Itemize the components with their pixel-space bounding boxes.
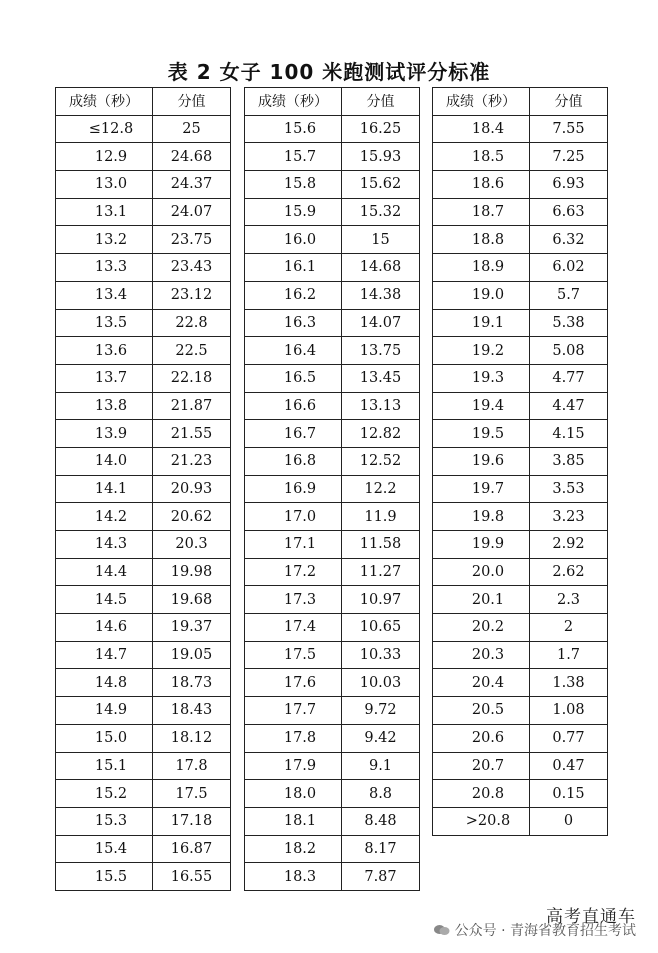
table-row [433,392,608,420]
time-cell: 18.0 [245,780,342,808]
table-row [56,558,231,586]
score-cell: 17.5 [153,780,231,808]
table-row [56,752,231,780]
time-cell: 18.4 [433,115,530,143]
score-cell: 6.63 [530,198,608,226]
time-cell: 16.3 [245,309,342,337]
score-cell: 2.3 [530,586,608,614]
header-row [245,88,420,116]
score-cell: 1.38 [530,669,608,697]
time-cell: 17.0 [245,503,342,531]
table-row [56,807,231,835]
score-cell: 10.03 [342,669,420,697]
score-cell: 1.7 [530,641,608,669]
time-cell: 14.2 [56,503,153,531]
score-cell: 17.8 [153,752,231,780]
time-cell: 16.8 [245,447,342,475]
time-cell: 19.5 [433,420,530,448]
score-cell: 10.65 [342,614,420,642]
score-cell: 2.92 [530,531,608,559]
score-cell: 15.93 [342,143,420,171]
table-row [245,226,420,254]
time-cell: 14.9 [56,697,153,725]
table-row [433,780,608,808]
score-cell: 18.43 [153,697,231,725]
time-cell: 18.5 [433,143,530,171]
score-cell: 2.62 [530,558,608,586]
score-cell: 0.47 [530,752,608,780]
time-cell: 20.1 [433,586,530,614]
table-row [433,586,608,614]
time-cell: 20.2 [433,614,530,642]
time-cell: 13.7 [56,364,153,392]
table-row [56,697,231,725]
score-cell: 19.37 [153,614,231,642]
table-row [245,143,420,171]
time-cell: 19.4 [433,392,530,420]
time-cell: 15.4 [56,835,153,863]
score-cell: 23.12 [153,281,231,309]
table-row [433,531,608,559]
time-cell: 17.4 [245,614,342,642]
score-cell: 18.12 [153,724,231,752]
score-cell: 5.7 [530,281,608,309]
table-row [245,254,420,282]
time-cell: 17.6 [245,669,342,697]
wechat-icon [433,924,451,936]
time-cell: 18.7 [433,198,530,226]
score-cell: 3.53 [530,475,608,503]
table-row [245,780,420,808]
score-cell: 0 [530,807,608,835]
table-row [245,198,420,226]
time-cell: 16.9 [245,475,342,503]
table-row [433,669,608,697]
time-cell: 20.5 [433,697,530,725]
time-cell: 15.1 [56,752,153,780]
header-row [56,88,231,116]
table-row [433,198,608,226]
score-cell: 8.48 [342,807,420,835]
table-title: 表 2 女子 100 米跑测试评分标准 [167,60,491,84]
table-row [433,254,608,282]
table-row [433,281,608,309]
table-row [245,309,420,337]
table-row [433,226,608,254]
score-cell: 19.98 [153,558,231,586]
table-row [433,641,608,669]
table-row [433,614,608,642]
table-row [56,226,231,254]
table-row [245,835,420,863]
table-row [56,364,231,392]
time-header: 成绩（秒） [245,88,342,116]
score-cell: 21.23 [153,447,231,475]
score-cell: 22.5 [153,337,231,365]
watermark-source [433,920,636,940]
time-cell: 14.1 [56,475,153,503]
score-cell: 12.2 [342,475,420,503]
table-row [56,531,231,559]
score-cell: 23.75 [153,226,231,254]
score-cell: 0.77 [530,724,608,752]
time-header: 成绩（秒） [433,88,530,116]
table-row [433,420,608,448]
table-row [433,558,608,586]
watermark-title: 高考直通车 [546,907,636,927]
table-row [245,807,420,835]
score-cell: 19.68 [153,586,231,614]
table-row [56,392,231,420]
score-cell: 9.42 [342,724,420,752]
table-row [433,337,608,365]
score-cell: 15 [342,226,420,254]
table-row [245,752,420,780]
time-cell: ≤12.8 [56,115,153,143]
time-cell: 18.8 [433,226,530,254]
time-cell: 14.7 [56,641,153,669]
time-cell: 19.8 [433,503,530,531]
time-cell: 20.7 [433,752,530,780]
table-row [245,447,420,475]
time-cell: 13.8 [56,392,153,420]
time-cell: 19.0 [433,281,530,309]
table-row [433,697,608,725]
table-row [56,254,231,282]
time-cell: 19.6 [433,447,530,475]
time-cell: 15.8 [245,171,342,199]
score-cell: 6.02 [530,254,608,282]
score-cell: 18.73 [153,669,231,697]
table-row [433,475,608,503]
score-cell: 6.93 [530,171,608,199]
table-row [56,198,231,226]
table-row [433,171,608,199]
table-row [245,281,420,309]
score-cell: 9.72 [342,697,420,725]
table-row [56,724,231,752]
time-cell: >20.8 [433,807,530,835]
time-cell: 17.1 [245,531,342,559]
table-row [433,447,608,475]
table-row [56,586,231,614]
score-cell: 14.38 [342,281,420,309]
score-header: 分值 [153,88,231,116]
time-cell: 18.3 [245,863,342,891]
time-cell: 15.5 [56,863,153,891]
score-cell: 7.55 [530,115,608,143]
time-cell: 15.0 [56,724,153,752]
time-cell: 15.7 [245,143,342,171]
score-table-2 [244,87,420,891]
time-cell: 13.3 [56,254,153,282]
table-row [56,863,231,891]
table-row [56,281,231,309]
table-row [245,724,420,752]
score-cell: 8.8 [342,780,420,808]
table-row [433,503,608,531]
time-cell: 13.4 [56,281,153,309]
time-cell: 17.5 [245,641,342,669]
score-cell: 24.68 [153,143,231,171]
score-cell: 20.93 [153,475,231,503]
score-cell: 11.9 [342,503,420,531]
score-cell: 21.87 [153,392,231,420]
table-row [56,835,231,863]
table-row [56,641,231,669]
time-cell: 15.9 [245,198,342,226]
table-row [56,503,231,531]
table-row [56,420,231,448]
score-header: 分值 [342,88,420,116]
score-cell: 12.52 [342,447,420,475]
time-cell: 16.4 [245,337,342,365]
score-cell: 4.47 [530,392,608,420]
score-cell: 25 [153,115,231,143]
table-row [245,697,420,725]
score-cell: 12.82 [342,420,420,448]
score-cell: 0.15 [530,780,608,808]
score-cell: 24.07 [153,198,231,226]
score-cell: 16.87 [153,835,231,863]
table-row [245,364,420,392]
time-cell: 20.4 [433,669,530,697]
time-cell: 17.9 [245,752,342,780]
score-cell: 20.62 [153,503,231,531]
table-row [245,669,420,697]
time-cell: 17.3 [245,586,342,614]
time-cell: 14.6 [56,614,153,642]
time-cell: 16.6 [245,392,342,420]
table-row [245,420,420,448]
table-row [433,309,608,337]
score-cell: 5.08 [530,337,608,365]
score-cell: 21.55 [153,420,231,448]
time-cell: 20.0 [433,558,530,586]
score-cell: 13.13 [342,392,420,420]
table-row [245,392,420,420]
score-cell: 8.17 [342,835,420,863]
table-row [56,309,231,337]
time-cell: 16.0 [245,226,342,254]
score-cell: 22.8 [153,309,231,337]
time-cell: 19.7 [433,475,530,503]
table-row [56,143,231,171]
time-cell: 20.3 [433,641,530,669]
time-cell: 13.0 [56,171,153,199]
score-cell: 4.77 [530,364,608,392]
time-cell: 14.5 [56,586,153,614]
time-cell: 15.6 [245,115,342,143]
table-row [433,724,608,752]
score-cell: 13.75 [342,337,420,365]
score-cell: 17.18 [153,807,231,835]
time-cell: 13.6 [56,337,153,365]
time-cell: 16.2 [245,281,342,309]
time-cell: 19.9 [433,531,530,559]
table-row [56,475,231,503]
time-cell: 14.4 [56,558,153,586]
time-cell: 20.6 [433,724,530,752]
time-cell: 18.6 [433,171,530,199]
score-cell: 10.33 [342,641,420,669]
score-cell: 14.68 [342,254,420,282]
time-cell: 16.1 [245,254,342,282]
score-cell: 3.23 [530,503,608,531]
table-row [245,614,420,642]
score-table-3 [432,87,608,836]
table-row [245,558,420,586]
time-cell: 19.2 [433,337,530,365]
score-cell: 1.08 [530,697,608,725]
table-row [433,115,608,143]
time-cell: 17.8 [245,724,342,752]
score-cell: 7.87 [342,863,420,891]
time-cell: 13.9 [56,420,153,448]
table-row [56,669,231,697]
score-cell: 3.85 [530,447,608,475]
table-row [433,143,608,171]
score-cell: 7.25 [530,143,608,171]
time-header: 成绩（秒） [56,88,153,116]
score-cell: 10.97 [342,586,420,614]
score-cell: 13.45 [342,364,420,392]
score-cell: 16.55 [153,863,231,891]
time-cell: 20.8 [433,780,530,808]
time-cell: 18.2 [245,835,342,863]
score-cell: 6.32 [530,226,608,254]
score-cell: 16.25 [342,115,420,143]
score-cell: 14.07 [342,309,420,337]
table-row [433,364,608,392]
table-row [245,531,420,559]
table-row [245,337,420,365]
table-row [245,475,420,503]
header-row [433,88,608,116]
score-cell: 24.37 [153,171,231,199]
time-cell: 14.8 [56,669,153,697]
time-cell: 13.1 [56,198,153,226]
table-row [245,503,420,531]
table-row [245,115,420,143]
table-row [56,780,231,808]
score-cell: 11.27 [342,558,420,586]
table-row [433,807,608,835]
table-row [56,614,231,642]
table-row [56,171,231,199]
time-cell: 15.3 [56,807,153,835]
time-cell: 14.0 [56,447,153,475]
score-cell: 22.18 [153,364,231,392]
score-cell: 11.58 [342,531,420,559]
time-cell: 16.5 [245,364,342,392]
time-cell: 17.2 [245,558,342,586]
table-row [56,115,231,143]
time-cell: 18.9 [433,254,530,282]
score-cell: 19.05 [153,641,231,669]
time-cell: 18.1 [245,807,342,835]
score-cell: 9.1 [342,752,420,780]
score-cell: 15.32 [342,198,420,226]
score-cell: 15.62 [342,171,420,199]
score-cell: 20.3 [153,531,231,559]
time-cell: 13.5 [56,309,153,337]
score-cell: 2 [530,614,608,642]
watermark-source-text: 公众号 · 青海省教育招生考试 [454,923,636,939]
time-cell: 16.7 [245,420,342,448]
table-row [245,863,420,891]
score-table-1 [55,87,231,891]
time-cell: 15.2 [56,780,153,808]
time-cell: 12.9 [56,143,153,171]
score-cell: 23.43 [153,254,231,282]
table-row [245,586,420,614]
score-header: 分值 [530,88,608,116]
time-cell: 19.1 [433,309,530,337]
score-cell: 4.15 [530,420,608,448]
time-cell: 13.2 [56,226,153,254]
time-cell: 14.3 [56,531,153,559]
table-row [56,447,231,475]
table-row [245,641,420,669]
time-cell: 19.3 [433,364,530,392]
table-row [245,171,420,199]
time-cell: 17.7 [245,697,342,725]
score-cell: 5.38 [530,309,608,337]
table-row [433,752,608,780]
table-row [56,337,231,365]
